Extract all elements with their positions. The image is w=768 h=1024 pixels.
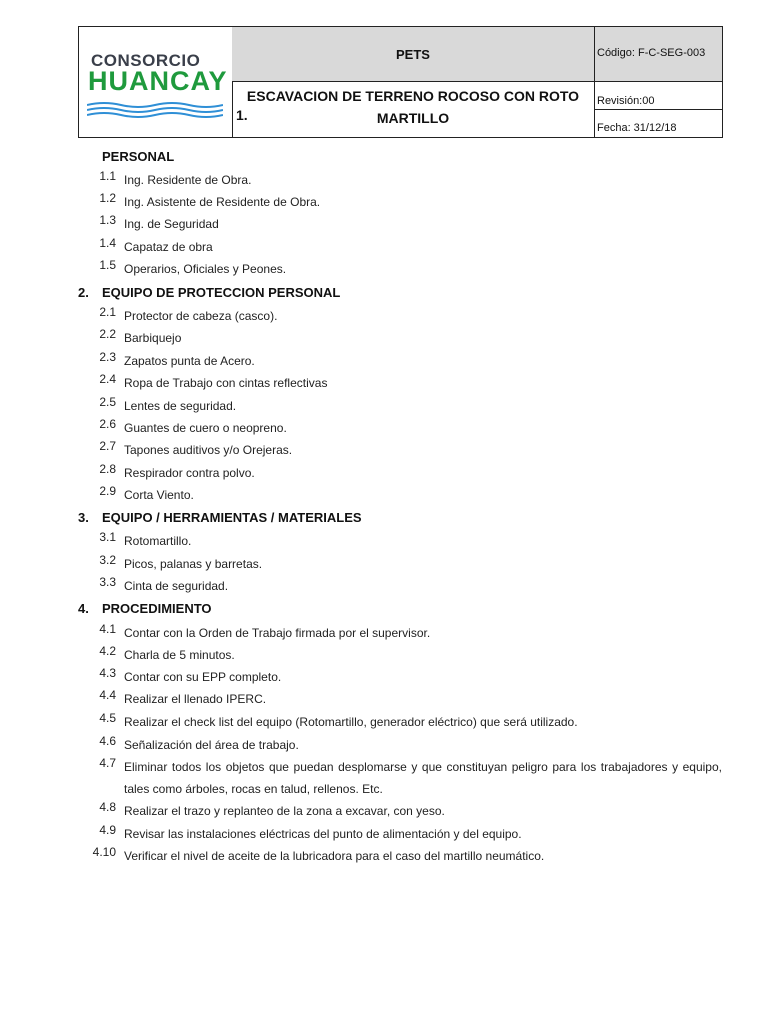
item-text: Ing. Asistente de Residente de Obra. — [124, 195, 321, 209]
item-number: 3.3 — [99, 575, 116, 589]
company-logo — [79, 27, 233, 137]
document-revision: Revisión:00 — [597, 95, 655, 107]
item-number: 2.9 — [99, 484, 116, 498]
item-text: Tapones auditivos y/o Orejeras. — [124, 443, 293, 457]
section-heading — [78, 510, 362, 525]
item-number: 4.10 — [92, 845, 116, 859]
item-number: 2.3 — [99, 350, 116, 364]
section-title: EQUIPO / HERRAMIENTAS / MATERIALES — [102, 510, 362, 525]
section-title: PERSONAL — [102, 149, 175, 164]
item-text: Picos, palanas y barretas. — [124, 557, 263, 571]
item-number: 1.4 — [99, 236, 116, 250]
item-text: Realizar el check list del equipo (Rotomartillo, generador eléctrico) que será utilizado. — [124, 715, 578, 729]
logo-text-consorcio: CONSORCIO — [91, 51, 201, 70]
item-text: Ing. de Seguridad — [124, 217, 219, 231]
item-text: Verificar el nivel de aceite de la lubricadora para el caso del martillo neumático. — [124, 849, 545, 863]
section-number: 4. — [78, 601, 89, 616]
item-number: 4.5 — [99, 711, 116, 725]
item-number: 2.7 — [99, 439, 116, 453]
document-title: ESCAVACION DE TERRENO ROCOSO CON ROTO MARTILLO — [246, 88, 580, 126]
item-number: 1.2 — [99, 191, 116, 205]
item-text: Revisar las instalaciones eléctricas del punto de alimentación y del equipo. — [124, 827, 522, 841]
item-text: Realizar el llenado IPERC. — [124, 692, 267, 706]
item-text: Zapatos punta de Acero. — [124, 354, 255, 368]
item-number: 4.1 — [99, 622, 116, 636]
item-number: 1.3 — [99, 213, 116, 227]
section-title: PROCEDIMIENTO — [102, 601, 212, 616]
section-heading — [78, 149, 174, 164]
section-number: 2. — [78, 285, 89, 300]
item-text: Ing. Residente de Obra. — [124, 173, 252, 187]
item-number: 2.8 — [99, 462, 116, 476]
item-number: 4.7 — [99, 756, 116, 770]
section-number: 3. — [78, 510, 89, 525]
item-text: Contar con su EPP completo. — [124, 670, 282, 684]
item-number: 4.3 — [99, 666, 116, 680]
document-code: Código: F-C-SEG-003 — [597, 47, 706, 59]
item-text: Charla de 5 minutos. — [124, 648, 235, 662]
item-text: Realizar el trazo y replanteo de la zona a excavar, con yeso. — [124, 804, 445, 818]
item-number: 2.2 — [99, 327, 116, 341]
header-divider — [594, 109, 722, 110]
item-text: Guantes de cuero o neopreno. — [124, 421, 287, 435]
item-number: 4.6 — [99, 734, 116, 748]
item-number: 3.2 — [99, 553, 116, 567]
item-number: 4.8 — [99, 800, 116, 814]
item-number: 4.2 — [99, 644, 116, 658]
document-title-number: 1. — [236, 107, 248, 123]
document-title-cell — [232, 82, 594, 137]
item-text: Barbiquejo — [124, 331, 182, 345]
item-number: 1.5 — [99, 258, 116, 272]
item-number: 2.6 — [99, 417, 116, 431]
item-text: Capataz de obra — [124, 240, 213, 254]
item-text: Contar con la Orden de Trabajo firmada por el supervisor. — [124, 626, 431, 640]
item-number: 3.1 — [99, 530, 116, 544]
item-text: Respirador contra polvo. — [124, 466, 255, 480]
item-text: Ropa de Trabajo con cintas reflectivas — [124, 376, 328, 390]
section-title: EQUIPO DE PROTECCION PERSONAL — [102, 285, 341, 300]
document-date: Fecha: 31/12/18 — [597, 122, 677, 134]
item-number: 2.1 — [99, 305, 116, 319]
logo-text-huancay: HUANCAY — [88, 66, 228, 96]
section-heading — [78, 285, 340, 300]
item-text: Señalización del área de trabajo. — [124, 738, 299, 752]
item-text: Protector de cabeza (casco). — [124, 309, 278, 323]
item-text: Cinta de seguridad. — [124, 579, 229, 593]
item-text: Corta Viento. — [124, 488, 194, 502]
item-number: 4.4 — [99, 688, 116, 702]
item-text: Operarios, Oficiales y Peones. — [124, 262, 287, 276]
item-number: 2.5 — [99, 395, 116, 409]
item-text: Rotomartillo. — [124, 534, 192, 548]
item-number: 2.4 — [99, 372, 116, 386]
logo-waves-icon — [87, 101, 223, 119]
section-heading — [78, 601, 212, 616]
item-number: 1.1 — [99, 169, 116, 183]
item-number: 4.9 — [99, 823, 116, 837]
item-text: Lentes de seguridad. — [124, 399, 237, 413]
document-type: PETS — [232, 27, 595, 81]
document-header — [78, 26, 723, 138]
item-text: Eliminar todos los objetos que puedan desplomarse y que constituyan peligro para los trabajadores y equipo, tales como árboles, rocas en talud, rellenos. Etc. — [124, 760, 722, 796]
